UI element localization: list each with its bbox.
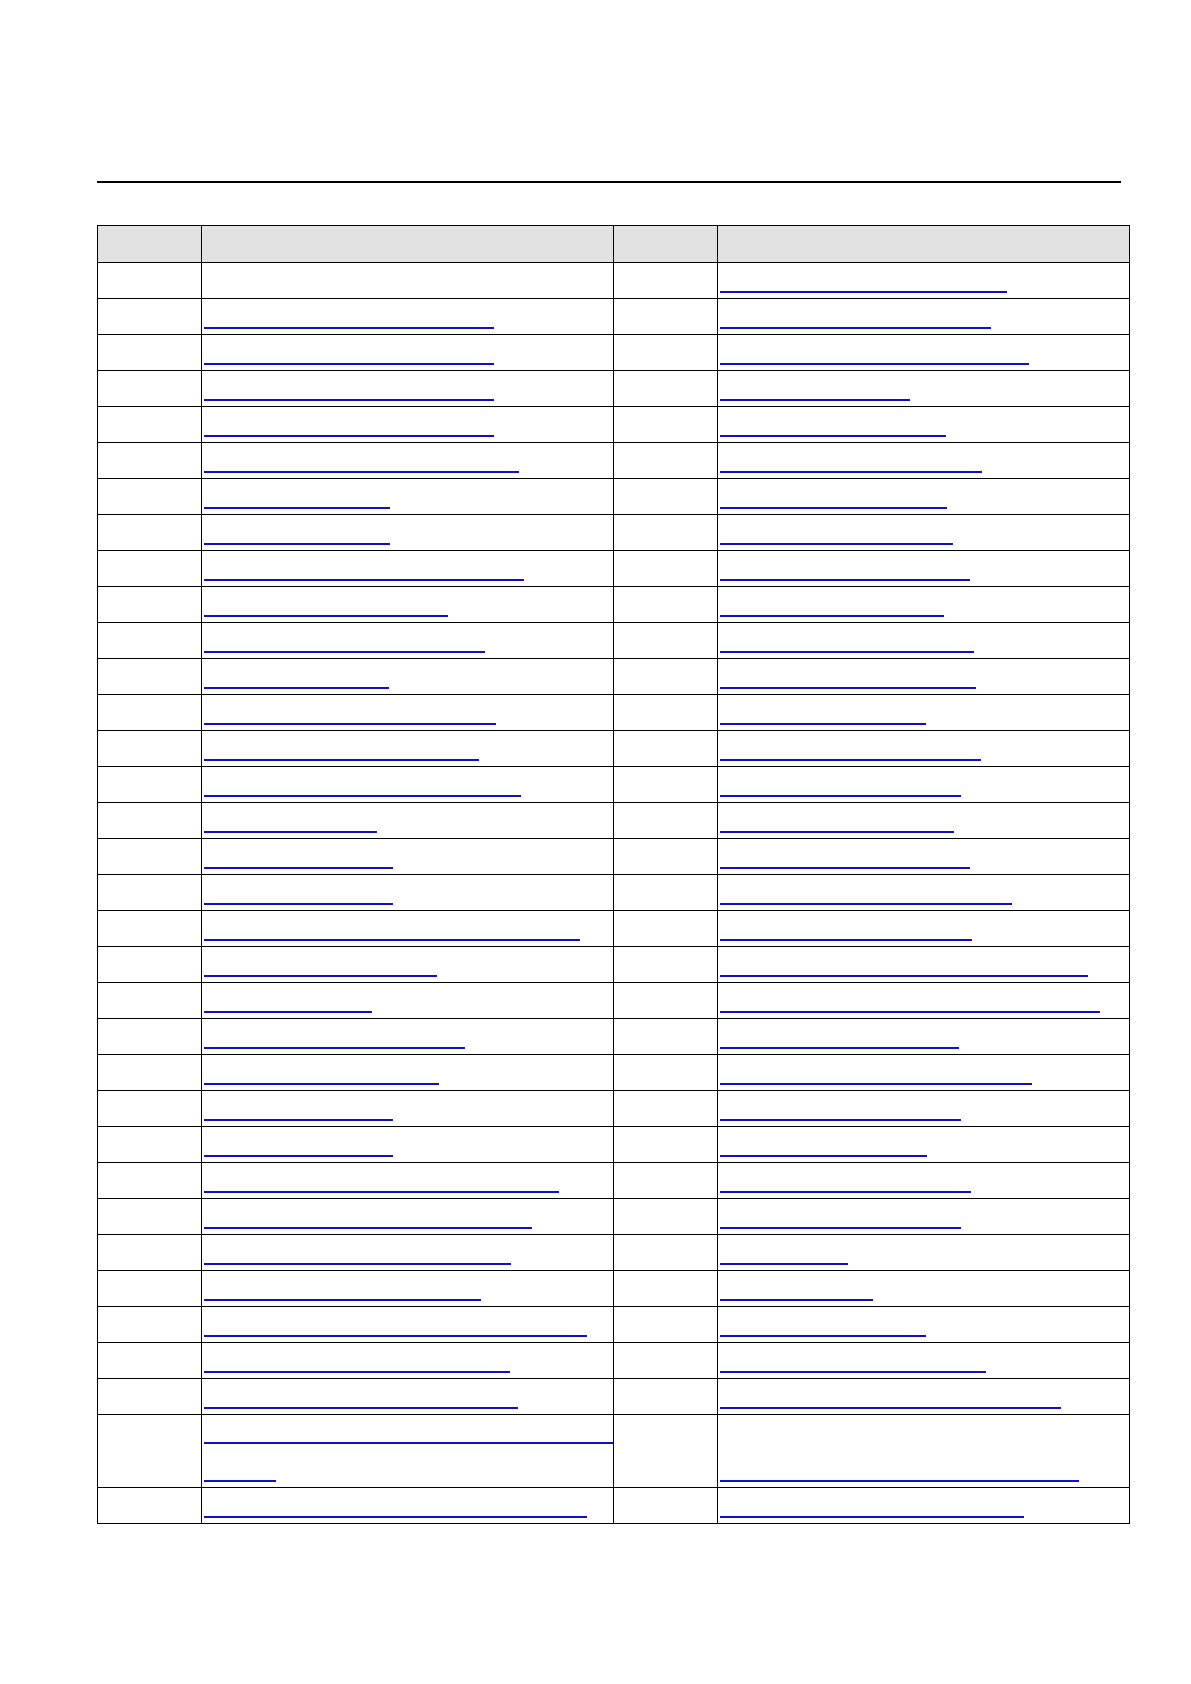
row-number-cell-right [614,1343,718,1379]
link-cell-left[interactable] [202,1127,614,1163]
table-row [98,875,1130,911]
row-number-cell-left [98,299,202,335]
link-cell-right[interactable] [718,407,1130,443]
link-cell-left[interactable] [202,947,614,983]
hyperlink-underline[interactable] [720,471,982,473]
table-row [98,1091,1130,1127]
hyperlink-underline[interactable] [720,1480,1079,1482]
hyperlink-underline[interactable] [720,543,953,545]
hyperlink-underline[interactable] [204,795,521,797]
hyperlink-underline[interactable] [204,1083,439,1085]
link-cell-right[interactable] [718,335,1130,371]
table-row [98,947,1130,983]
link-cell-left[interactable] [202,695,614,731]
link-cell-right[interactable] [718,479,1130,515]
row-number-cell-right [614,983,718,1019]
table-row [98,1488,1130,1524]
table-row [98,1271,1130,1307]
link-cell-right[interactable] [718,839,1130,875]
link-cell-right[interactable] [718,1235,1130,1271]
hyperlink-underline[interactable] [204,687,389,689]
row-number-cell-right [614,515,718,551]
row-number-cell-left [98,911,202,947]
row-number-cell-left [98,1415,202,1488]
row-number-cell-right [614,263,718,299]
row-number-cell-right [614,1199,718,1235]
link-cell-left[interactable] [202,1379,614,1415]
link-cell-left[interactable] [202,443,614,479]
hyperlink-underline[interactable] [204,1119,393,1121]
row-number-cell-left [98,947,202,983]
row-number-cell-left [98,839,202,875]
hyperlink-underline[interactable] [204,1407,518,1409]
row-number-cell-left [98,983,202,1019]
row-number-cell-right [614,803,718,839]
row-number-cell-left [98,515,202,551]
row-number-cell-right [614,1271,718,1307]
row-number-cell-right [614,875,718,911]
hyperlink-underline[interactable] [720,615,944,617]
hyperlink-underline[interactable] [720,327,991,329]
hyperlink-underline[interactable] [204,975,437,977]
row-number-cell-right [614,587,718,623]
link-cell-left[interactable] [202,1163,614,1199]
link-cell-left[interactable] [202,335,614,371]
hyperlink-underline[interactable] [204,1442,614,1444]
hyperlink-underline[interactable] [720,651,974,653]
table-row [98,1199,1130,1235]
row-number-cell-left [98,551,202,587]
row-number-cell-left [98,479,202,515]
row-number-cell-left [98,443,202,479]
row-number-cell-right [614,1488,718,1524]
link-cell-left[interactable] [202,1019,614,1055]
hyperlink-underline[interactable] [720,867,970,869]
link-cell-left[interactable] [202,803,614,839]
link-cell-right[interactable] [718,587,1130,623]
row-number-cell-right [614,1379,718,1415]
link-cell-left[interactable] [202,911,614,947]
hyperlink-underline[interactable] [720,579,970,581]
hyperlink-underline[interactable] [720,1155,927,1157]
table-row [98,1379,1130,1415]
table-row [98,983,1130,1019]
link-cell-left[interactable] [202,731,614,767]
table-row [98,803,1130,839]
hyperlink-underline[interactable] [720,1335,926,1337]
hyperlink-underline[interactable] [204,903,393,905]
link-cell-right[interactable] [718,1271,1130,1307]
row-number-cell-left [98,623,202,659]
table-row [98,479,1130,515]
hyperlink-underline[interactable] [204,543,390,545]
row-number-cell-right [614,371,718,407]
hyperlink-underline[interactable] [204,1047,465,1049]
link-cell-left[interactable] [202,1271,614,1307]
link-cell-right[interactable] [718,443,1130,479]
hyperlink-underline[interactable] [204,1371,510,1373]
link-cell-right[interactable] [718,875,1130,911]
hyperlink-underline[interactable] [204,471,519,473]
hyperlink-underline[interactable] [204,759,479,761]
hyperlink-underline[interactable] [204,1480,276,1482]
row-number-cell-left [98,1307,202,1343]
hyperlink-underline[interactable] [204,327,494,329]
link-cell-right[interactable] [718,1163,1130,1199]
link-cell-left[interactable] [202,299,614,335]
link-cell-right[interactable] [718,263,1130,299]
table-row [98,623,1130,659]
hyperlink-underline[interactable] [720,759,981,761]
hyperlink-underline[interactable] [204,507,390,509]
row-number-cell-right [614,335,718,371]
row-number-cell-left [98,1488,202,1524]
row-number-cell-right [614,407,718,443]
row-number-cell-right [614,767,718,803]
link-cell-left[interactable] [202,1343,614,1379]
hyperlink-underline[interactable] [720,1083,1032,1085]
link-cell-right[interactable] [718,983,1130,1019]
row-number-cell-left [98,263,202,299]
row-number-cell-left [98,1235,202,1271]
hyperlink-underline[interactable] [204,1011,372,1013]
link-cell-right[interactable] [718,803,1130,839]
hyperlink-underline[interactable] [720,1299,873,1301]
row-number-cell-right [614,1307,718,1343]
row-number-cell-right [614,1019,718,1055]
row-number-cell-left [98,1199,202,1235]
row-number-cell-left [98,407,202,443]
hyperlink-underline[interactable] [204,651,485,653]
link-cell-left[interactable] [202,875,614,911]
row-number-cell-left [98,1055,202,1091]
row-number-cell-right [614,659,718,695]
header-cell-number-right [614,226,718,263]
row-number-cell-right [614,1055,718,1091]
hyperlink-underline[interactable] [720,1011,1100,1013]
hyperlink-underline[interactable] [720,831,954,833]
table-row [98,1415,1130,1488]
hyperlink-underline[interactable] [720,363,1029,365]
link-cell-right[interactable] [718,1488,1130,1524]
hyperlink-underline[interactable] [720,507,947,509]
table-header-row [98,226,1130,263]
link-cell-right[interactable] [718,1199,1130,1235]
row-number-cell-left [98,1163,202,1199]
table-row [98,263,1130,299]
table-body [98,263,1130,1524]
link-cell-right[interactable] [718,731,1130,767]
header-cell-number-left [98,226,202,263]
link-cell-left[interactable] [202,551,614,587]
hyperlink-underline[interactable] [720,687,976,689]
row-number-cell-right [614,731,718,767]
hyperlink-underline[interactable] [204,1516,587,1518]
link-cell-right[interactable] [718,1415,1130,1488]
hyperlink-underline[interactable] [720,723,926,725]
row-number-cell-right [614,911,718,947]
hyperlink-underline[interactable] [204,1191,559,1193]
link-cell-left[interactable] [202,1307,614,1343]
link-cell-left[interactable] [202,1415,614,1488]
link-cell-right[interactable] [718,1379,1130,1415]
table-row [98,1307,1130,1343]
hyperlink-underline[interactable] [204,1227,532,1229]
header-cell-link-right [718,226,1130,263]
row-number-cell-right [614,1415,718,1488]
table-row [98,1127,1130,1163]
row-number-cell-left [98,1091,202,1127]
link-cell-left[interactable] [202,767,614,803]
table-row [98,839,1130,875]
link-cell-left[interactable] [202,983,614,1019]
row-number-cell-left [98,587,202,623]
link-cell-right[interactable] [718,659,1130,695]
hyperlink-underline[interactable] [720,1263,848,1265]
link-cell-right[interactable] [718,911,1130,947]
row-number-cell-left [98,371,202,407]
table-row [98,767,1130,803]
link-cell-left[interactable] [202,659,614,695]
table-row [98,695,1130,731]
link-cell-left[interactable] [202,407,614,443]
link-cell-right[interactable] [718,1019,1130,1055]
row-number-cell-right [614,443,718,479]
row-number-cell-right [614,479,718,515]
table-row [98,551,1130,587]
row-number-cell-right [614,299,718,335]
link-index-table [97,225,1130,1524]
hyperlink-underline[interactable] [204,831,377,833]
hyperlink-underline[interactable] [720,795,961,797]
hyperlink-underline[interactable] [720,1047,959,1049]
link-cell-right[interactable] [718,623,1130,659]
link-cell-left[interactable] [202,1199,614,1235]
hyperlink-underline[interactable] [720,1407,1061,1409]
hyperlink-underline[interactable] [204,615,448,617]
row-number-cell-left [98,695,202,731]
link-cell-left[interactable] [202,1091,614,1127]
link-cell-left[interactable] [202,515,614,551]
row-number-cell-left [98,1127,202,1163]
link-cell-right[interactable] [718,1091,1130,1127]
link-cell-left[interactable] [202,1488,614,1524]
table-row [98,1055,1130,1091]
hyperlink-underline[interactable] [720,435,946,437]
row-number-cell-left [98,1343,202,1379]
row-number-cell-left [98,803,202,839]
row-number-cell-right [614,1127,718,1163]
hyperlink-underline[interactable] [204,1299,481,1301]
link-cell-right[interactable] [718,515,1130,551]
link-cell-right[interactable] [718,551,1130,587]
table-row [98,515,1130,551]
link-cell-left[interactable] [202,371,614,407]
hyperlink-underline[interactable] [204,867,393,869]
table-row [98,1235,1130,1271]
row-number-cell-right [614,695,718,731]
hyperlink-underline[interactable] [720,1516,1024,1518]
link-cell-right[interactable] [718,1307,1130,1343]
hyperlink-underline[interactable] [720,1119,961,1121]
header-rule [97,181,1121,183]
hyperlink-underline[interactable] [720,399,910,401]
hyperlink-underline[interactable] [204,1155,393,1157]
hyperlink-underline[interactable] [204,939,580,941]
hyperlink-underline[interactable] [720,1227,961,1229]
table-row [98,911,1130,947]
row-number-cell-right [614,947,718,983]
row-number-cell-right [614,551,718,587]
link-cell-right[interactable] [718,947,1130,983]
row-number-cell-right [614,623,718,659]
table-row [98,659,1130,695]
table-row [98,1343,1130,1379]
hyperlink-underline[interactable] [204,1335,587,1337]
row-number-cell-left [98,1019,202,1055]
row-number-cell-left [98,659,202,695]
row-number-cell-left [98,1271,202,1307]
table-row [98,299,1130,335]
hyperlink-underline[interactable] [720,1371,986,1373]
link-cell-left[interactable] [202,587,614,623]
link-cell-left[interactable] [202,1055,614,1091]
link-cell-right[interactable] [718,299,1130,335]
hyperlink-underline[interactable] [204,363,494,365]
row-number-cell-left [98,875,202,911]
hyperlink-underline[interactable] [204,399,494,401]
table-row [98,443,1130,479]
hyperlink-underline[interactable] [204,435,494,437]
hyperlink-underline[interactable] [204,1263,511,1265]
row-number-cell-left [98,1379,202,1415]
link-cell-right[interactable] [718,371,1130,407]
row-number-cell-right [614,1091,718,1127]
table-row [98,587,1130,623]
table-row [98,731,1130,767]
hyperlink-underline[interactable] [720,1191,971,1193]
link-cell-right[interactable] [718,767,1130,803]
link-cell-right[interactable] [718,1343,1130,1379]
table-row [98,335,1130,371]
hyperlink-underline[interactable] [204,723,496,725]
link-cell-left [202,263,614,299]
link-cell-right[interactable] [718,1055,1130,1091]
link-cell-right[interactable] [718,695,1130,731]
row-number-cell-right [614,1235,718,1271]
link-cell-right[interactable] [718,1127,1130,1163]
row-number-cell-right [614,1163,718,1199]
header-cell-link-left [202,226,614,263]
table-row [98,371,1130,407]
table-row [98,1163,1130,1199]
link-cell-left[interactable] [202,479,614,515]
hyperlink-underline[interactable] [720,939,972,941]
hyperlink-underline[interactable] [204,579,524,581]
table-row [98,1019,1130,1055]
row-number-cell-left [98,335,202,371]
link-cell-left[interactable] [202,623,614,659]
hyperlink-underline[interactable] [720,975,1088,977]
row-number-cell-left [98,767,202,803]
hyperlink-underline[interactable] [720,903,1012,905]
row-number-cell-left [98,731,202,767]
row-number-cell-right [614,839,718,875]
hyperlink-underline[interactable] [720,291,1007,293]
table-row [98,407,1130,443]
link-cell-left[interactable] [202,1235,614,1271]
link-cell-left[interactable] [202,839,614,875]
